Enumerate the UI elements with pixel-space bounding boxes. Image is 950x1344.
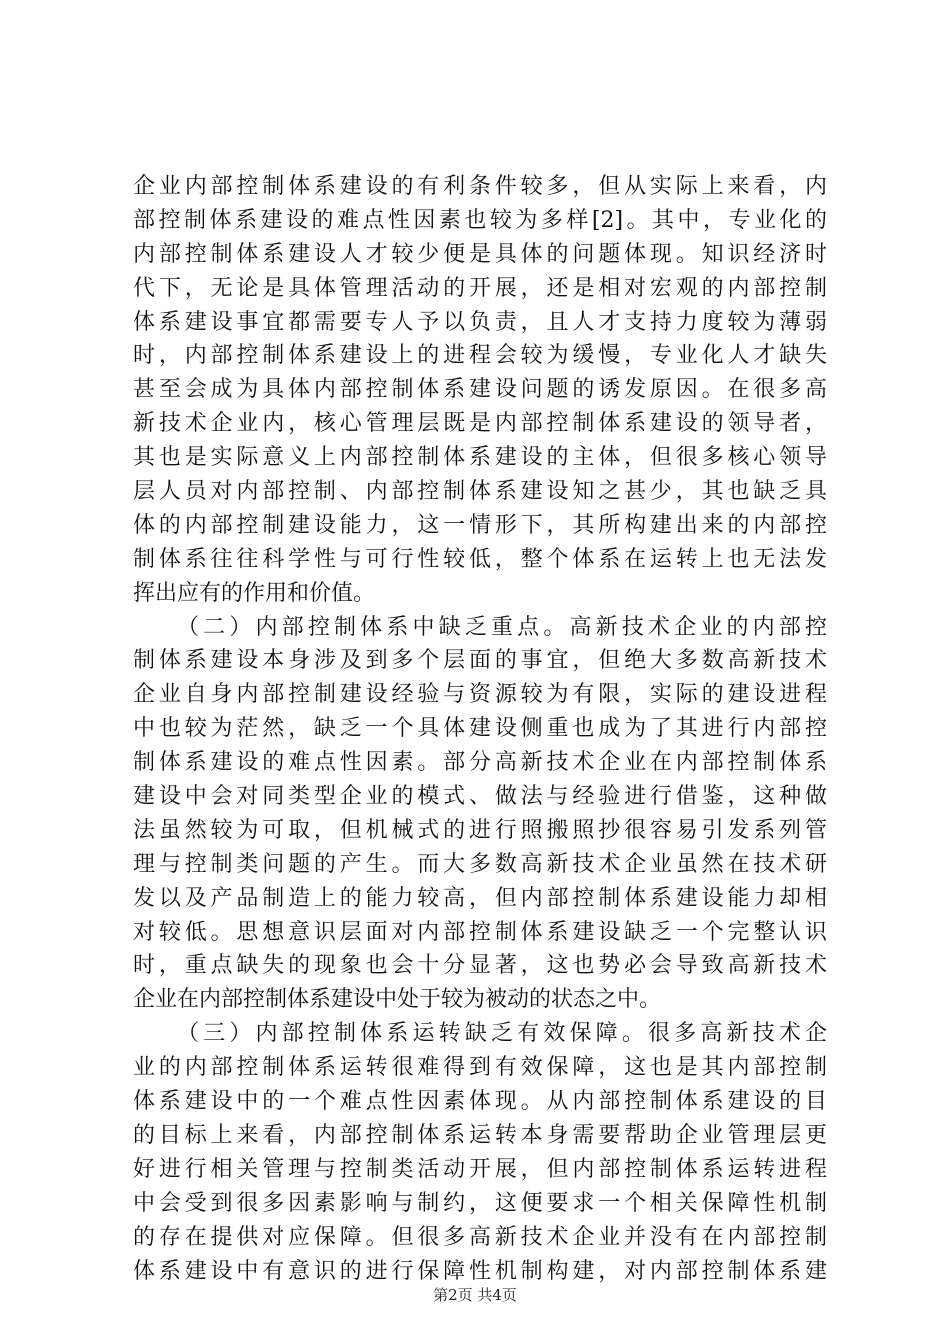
text-line: 发以及产品制造上的能力较高，但内部控制体系建设能力却相 [133, 885, 827, 911]
text-line: 层人员对内部控制、内部控制体系建设知之甚少，其也缺乏具 [133, 479, 827, 505]
text-line: （三）内部控制体系运转缺乏有效保障。很多高新技术企 [177, 1021, 827, 1047]
text-line: 的存在提供对应保障。但很多高新技术企业并没有在内部控制 [133, 1224, 827, 1250]
text-line: 内部控制体系建设人才较少便是具体的问题体现。知识经济时 [133, 241, 827, 267]
text-line: 好进行相关管理与控制类活动开展，但内部控制体系运转进程 [133, 1156, 827, 1182]
text-line: 制体系建设的难点性因素。部分高新技术企业在内部控制体系 [133, 750, 827, 776]
text-line: 企业在内部控制体系建设中处于较为被动的状态之中。 [133, 987, 662, 1013]
text-line: 企业内部控制体系建设的有利条件较多，但从实际上来看，内 [133, 174, 827, 199]
text-line: 部控制体系建设的难点性因素也较为多样[2]。其中，专业化的 [133, 207, 827, 233]
text-line: 法虽然较为可取，但机械式的进行照搬照抄很容易引发系列管 [133, 817, 827, 843]
text-line: 制体系建设本身涉及到多个层面的事宜，但绝大多数高新技术 [133, 648, 827, 674]
text-line: 代下，无论是具体管理活动的开展，还是相对宏观的内部控制 [133, 275, 827, 301]
page-footer: 第2页 共4页 [433, 1286, 517, 1304]
text-line: 其也是实际意义上内部控制体系建设的主体，但很多核心领导 [133, 445, 827, 471]
text-line: 业的内部控制体系运转很难得到有效保障，这也是其内部控制 [133, 1055, 827, 1081]
text-line: 中会受到很多因素影响与制约，这便要求一个相关保障性机制 [133, 1190, 827, 1216]
text-line: 制体系往往科学性与可行性较低，整个体系在运转上也无法发 [133, 546, 827, 572]
text-line: 体的内部控制建设能力，这一情形下，其所构建出来的内部控 [133, 512, 827, 538]
body-text [133, 170, 827, 1288]
text-line: 时，重点缺失的现象也会十分显著，这也势必会导致高新技术 [133, 953, 827, 979]
text-line: 时，内部控制体系建设上的进程会较为缓慢，专业化人才缺失 [133, 343, 827, 369]
text-line: 理与控制类问题的产生。而大多数高新技术企业虽然在技术研 [133, 851, 827, 877]
text-line: （二）内部控制体系中缺乏重点。高新技术企业的内部控 [177, 614, 827, 640]
text-line: 建设中会对同类型企业的模式、做法与经验进行借鉴，这种做 [133, 784, 827, 810]
text-line: 挥出应有的作用和价值。 [133, 580, 376, 606]
text-line: 体系建设中的一个难点性因素体现。从内部控制体系建设的目 [133, 1089, 827, 1115]
text-line: 体系建设事宜都需要专人予以负责，且人才支持力度较为薄弱 [133, 309, 827, 335]
text-line: 中也较为茫然，缺乏一个具体建设侧重也成为了其进行内部控 [133, 716, 827, 742]
text-line: 体系建设中有意识的进行保障性机制构建，对内部控制体系建 [133, 1258, 827, 1284]
text-line: 的目标上来看，内部控制体系运转本身需要帮助企业管理层更 [133, 1122, 827, 1148]
text-line: 企业自身内部控制建设经验与资源较为有限，实际的建设进程 [133, 682, 827, 708]
text-line: 甚至会成为具体内部控制体系建设问题的诱发原因。在很多高 [133, 377, 827, 403]
text-line: 新技术企业内，核心管理层既是内部控制体系建设的领导者， [133, 411, 827, 437]
text-line: 对较低。思想意识层面对内部控制体系建设缺乏一个完整认识 [133, 919, 827, 945]
